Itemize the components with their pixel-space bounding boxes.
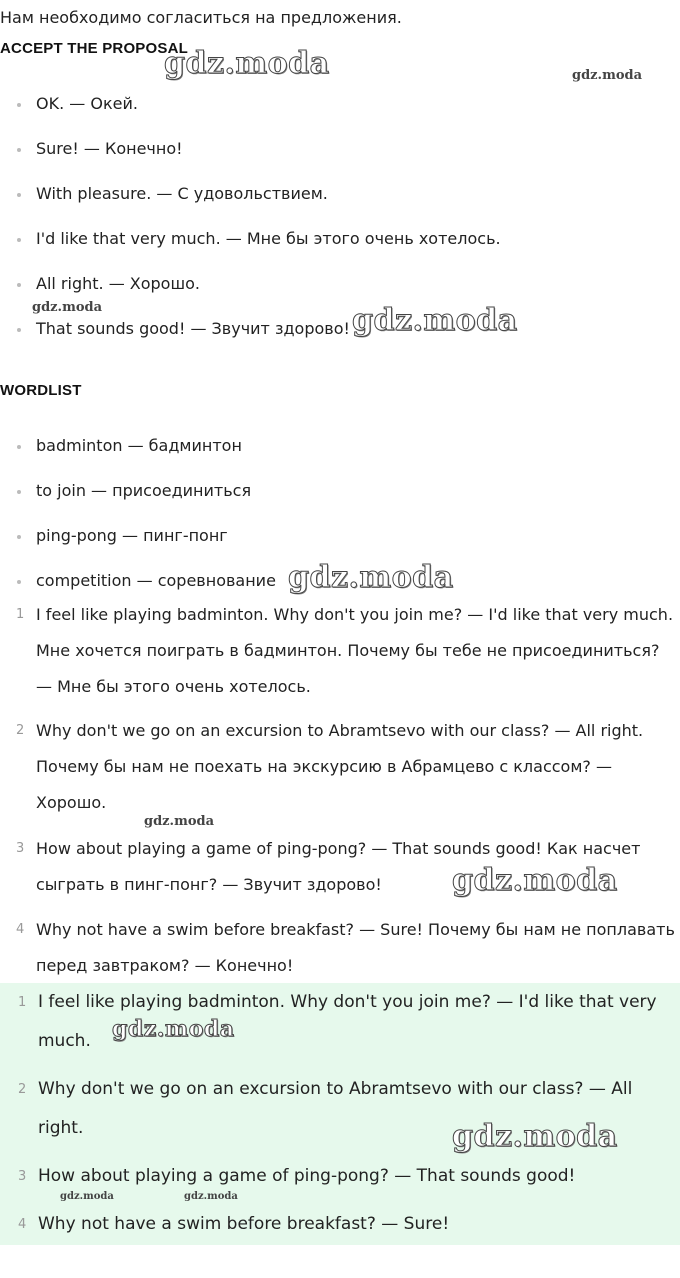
heading-wordlist: WORDLIST <box>0 382 82 399</box>
item-number: 1 <box>18 995 27 1010</box>
exercise-item <box>16 713 678 821</box>
list-item: badminton — бадминтон <box>36 436 242 455</box>
list-item: I'd like that very much. — Мне бы этого очень хотелось. <box>36 229 501 248</box>
answers-box <box>0 983 680 1245</box>
exercise-item <box>16 597 678 705</box>
watermark: gdz.moda <box>184 1191 238 1202</box>
list-item: competition — соревнование <box>36 571 276 590</box>
exercise-item <box>16 912 678 984</box>
watermark: gdz.moda <box>352 303 518 338</box>
item-text: How about playing a game of ping-pong? — That sounds good! <box>38 1166 576 1186</box>
item-text: Why don't we go on an excursion to Abramtsevo with our class? — All right. Почему бы нам не поехать на экскурсию в Абрамцево с классом? — Хорошо. <box>36 721 644 812</box>
answer-item <box>18 983 668 1061</box>
item-number: 3 <box>16 841 25 856</box>
heading-accept: ACCEPT THE PROPOSAL <box>0 40 188 57</box>
watermark: gdz.moda <box>164 46 330 81</box>
watermark: gdz.moda <box>32 300 103 315</box>
item-number: 1 <box>16 607 25 622</box>
list-item: With pleasure. — С удовольствием. <box>36 184 328 203</box>
watermark: gdz.moda <box>452 1119 618 1154</box>
answer-item <box>18 1070 668 1148</box>
list-item: ping-pong — пинг-понг <box>36 526 228 545</box>
watermark: gdz.moda <box>112 1016 235 1042</box>
item-text: Why not have a swim before breakfast? — Sure! Почему бы нам не поплавать перед завтраком? — Конечно! <box>36 920 675 975</box>
item-number: 4 <box>18 1217 27 1232</box>
item-number: 2 <box>18 1082 27 1097</box>
exercise-item <box>16 831 678 903</box>
watermark: gdz.moda <box>60 1191 114 1202</box>
answer-item <box>18 1157 668 1196</box>
watermark: gdz.moda <box>452 863 618 898</box>
item-text: Why don't we go on an excursion to Abramtsevo with our class? — All right. <box>38 1079 633 1138</box>
list-item: All right. — Хорошо. <box>36 274 200 293</box>
item-text: How about playing a game of ping-pong? — That sounds good! Как насчет сыграть в пинг-понг? — Звучит здорово! <box>36 839 641 894</box>
watermark: gdz.moda <box>288 560 454 595</box>
list-item: Sure! — Конечно! <box>36 139 183 158</box>
item-number: 4 <box>16 922 25 937</box>
list-item: That sounds good! — Звучит здорово! <box>36 319 350 338</box>
answer-item <box>18 1205 668 1244</box>
watermark: gdz.moda <box>144 814 215 829</box>
item-number: 3 <box>18 1169 27 1184</box>
item-text: Why not have a swim before breakfast? — Sure! <box>38 1214 450 1234</box>
item-text: I feel like playing badminton. Why don't you join me? — I'd like that very much. Мне хочется поиграть в бадминтон. Почему бы тебе не присоединиться? — Мне бы этого очень хотелось. <box>36 605 674 696</box>
list-item: to join — присоединиться <box>36 481 252 500</box>
watermark: gdz.moda <box>572 68 643 83</box>
list-item: OK. — Окей. <box>36 94 138 113</box>
item-number: 2 <box>16 723 25 738</box>
intro-text: Нам необходимо согласиться на предложения. <box>0 8 402 27</box>
item-text: I feel like playing badminton. Why don't you join me? — I'd like that very much. <box>38 992 657 1051</box>
